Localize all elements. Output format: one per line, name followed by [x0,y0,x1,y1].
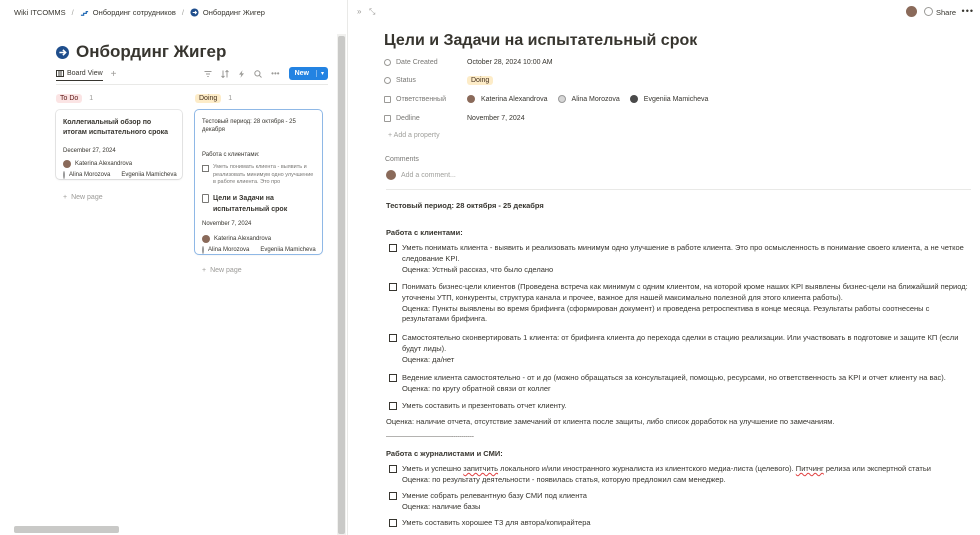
share-button[interactable]: Share [935,8,956,17]
section-heading-clients: Работа с клиентами: [386,228,463,237]
horizontal-scrollbar[interactable] [14,526,119,533]
status-icon [384,77,391,84]
chevron-down-icon[interactable]: ▾ [316,70,328,77]
checkbox[interactable] [389,465,397,473]
board-icon [56,70,64,77]
clock-icon[interactable] [924,7,933,16]
expand-icon[interactable]: ⤡ [369,7,376,16]
board-card-doing[interactable]: Тестовый период: 28 октября - 25 декабря Работа с клиентами: Уметь понимать клиента - выявить и реализовать минимум одно улучшение в работе клиента. Это про Цели и Задачи на испытательный срок November 7, 2024 Katerina Alexandrova Alina Morozova Evgeniia Mamicheva [195,110,322,254]
lightning-icon[interactable] [238,70,245,78]
todo-item: Самостоятельно сконвертировать 1 клиента: от брифинга клиента до перехода сделки в стацию реализации. Или участвовать в подготовке и защите КП (если будут лиды). Оценка: да/нет [389,333,972,365]
comment-input[interactable]: Add a comment... [401,171,456,179]
checkbox[interactable] [389,402,397,410]
avatar [202,235,210,243]
add-view-icon[interactable]: + [110,69,117,80]
clock-icon [384,59,391,66]
checkbox[interactable] [202,165,209,172]
more-icon[interactable]: ••• [961,6,974,16]
checkbox[interactable] [389,519,397,527]
board-pane [0,0,347,535]
more-icon[interactable]: ••• [271,69,280,78]
todo-item: Уметь понимать клиента - выявить и реализовать минимум одно улучшение в работе клиента. Это про осмысленность в понимание своего клиента, а не четкое следование KPI. Оценка: Устный рассказ, что было сделано [389,243,972,275]
todo-item: Умение собрать релевантную базу СМИ под клиента Оценка: наличие базы [389,491,972,513]
add-property-button[interactable]: + Add a property [388,132,440,139]
breadcrumb-item-onboarding[interactable]: Онбординг сотрудников [80,8,176,17]
new-button[interactable]: New ▾ [289,67,328,80]
arrow-circle-icon [190,8,199,17]
vertical-scrollbar[interactable] [337,34,346,535]
page-peek [348,0,980,535]
arrow-circle-icon [56,46,69,59]
new-page-button[interactable]: + New page [202,267,242,274]
avatar [63,160,71,168]
todo-item: Ведение клиента самостоятельно - от и до (можно обращаться за консультацией, помощью, ресурсами, но ответственность за KPI и отчет клиенту на вас). Оценка: по кругу обратной связи от коллег [389,373,972,395]
test-period-heading: Тестовый период: 28 октября - 25 декабря [386,201,544,210]
separator-line: -------------------------------------------- [386,434,474,440]
checkbox[interactable] [389,492,397,500]
property-deadline: Dedline November 7, 2024 [384,112,525,124]
checkbox[interactable] [389,374,397,382]
sort-icon[interactable] [221,70,229,78]
avatar [467,95,475,103]
todo-item: Уметь и успешно запитчить локального и/или иностранного журналиста из клиентского медиа-листа (целевого). Питчинг релиза или экспертной статьи Оценка: по результату деятельности - появилась статья, которую предложил сам менеджер. [389,464,972,486]
breadcrumb: Wiki ITCOMMS / Онбординг сотрудников / Онбординг Жигер [14,7,265,17]
avatar [630,95,638,103]
property-responsible: Ответственный Katerina Alexandrova Alina Morozova Evgeniia Mamicheva [384,93,708,105]
avatar [63,171,65,179]
todo-item: Уметь составить хорошее ТЗ для автора/копирайтера [389,518,972,529]
people-icon [384,96,391,103]
board-card-todo[interactable]: Коллегиальный обзор по итогам испытательного срока December 27, 2024 Katerina Alexandrova Alina Morozova Evgeniia Mamicheva [56,110,182,179]
column-header-todo: To Do 1 [56,94,93,103]
breadcrumb-item-current[interactable]: Онбординг Жигер [190,8,265,17]
stairs-icon [80,8,89,17]
comments-label: Comments [385,156,419,163]
page-title: Цели и Задачи на испытательный срок [384,32,698,49]
checkbox[interactable] [389,283,397,291]
avatar [558,95,566,103]
breadcrumb-item-wiki[interactable]: Wiki ITCOMMS [14,7,66,17]
property-date-created: Date Created October 28, 2024 10:00 AM [384,56,553,68]
filter-icon[interactable] [204,70,212,78]
report-evaluation: Оценка: наличие отчета, отсутствие замечаний от клиента после защиты, либо список доработок на улучшение по замечаниям. [386,417,835,426]
page-icon [202,194,209,203]
avatar[interactable] [906,6,917,17]
search-icon[interactable] [254,70,262,78]
section-heading-media: Работа с журналистами и СМИ: [386,449,503,458]
new-page-button[interactable]: + New page [63,194,103,201]
property-status: Status Doing [384,74,493,86]
view-bar [56,67,328,83]
checkbox[interactable] [389,334,397,342]
checkbox[interactable] [389,244,397,252]
avatar [386,170,396,180]
double-chevron-right-icon[interactable]: » [357,7,362,16]
tab-board-view[interactable]: Board View [56,70,103,81]
avatar [202,246,204,254]
database-title: Онбординг Жигер [76,42,227,61]
column-header-doing: Doing 1 [195,94,232,103]
calendar-icon [384,115,391,122]
status-badge[interactable]: Doing [467,76,493,85]
todo-item: Понимать бизнес-цели клиентов (Проведена встреча как минимум с одним клиентом, на которой кроме наших KPI выявлены бизнес-цели на ближайший период: уточнены УТП, конкуренты, структура канала и прочее, важное для нашей максимально полезной для этого клиента работы). Оценка: Пункты выявлены во время брифинга (сформирован документ) и проведена ретроспектива в конце месяца. Результаты работы соотнесены с результатами брифинга. [389,282,972,325]
todo-item: Уметь составить и презентовать отчет клиенту. [389,401,972,412]
